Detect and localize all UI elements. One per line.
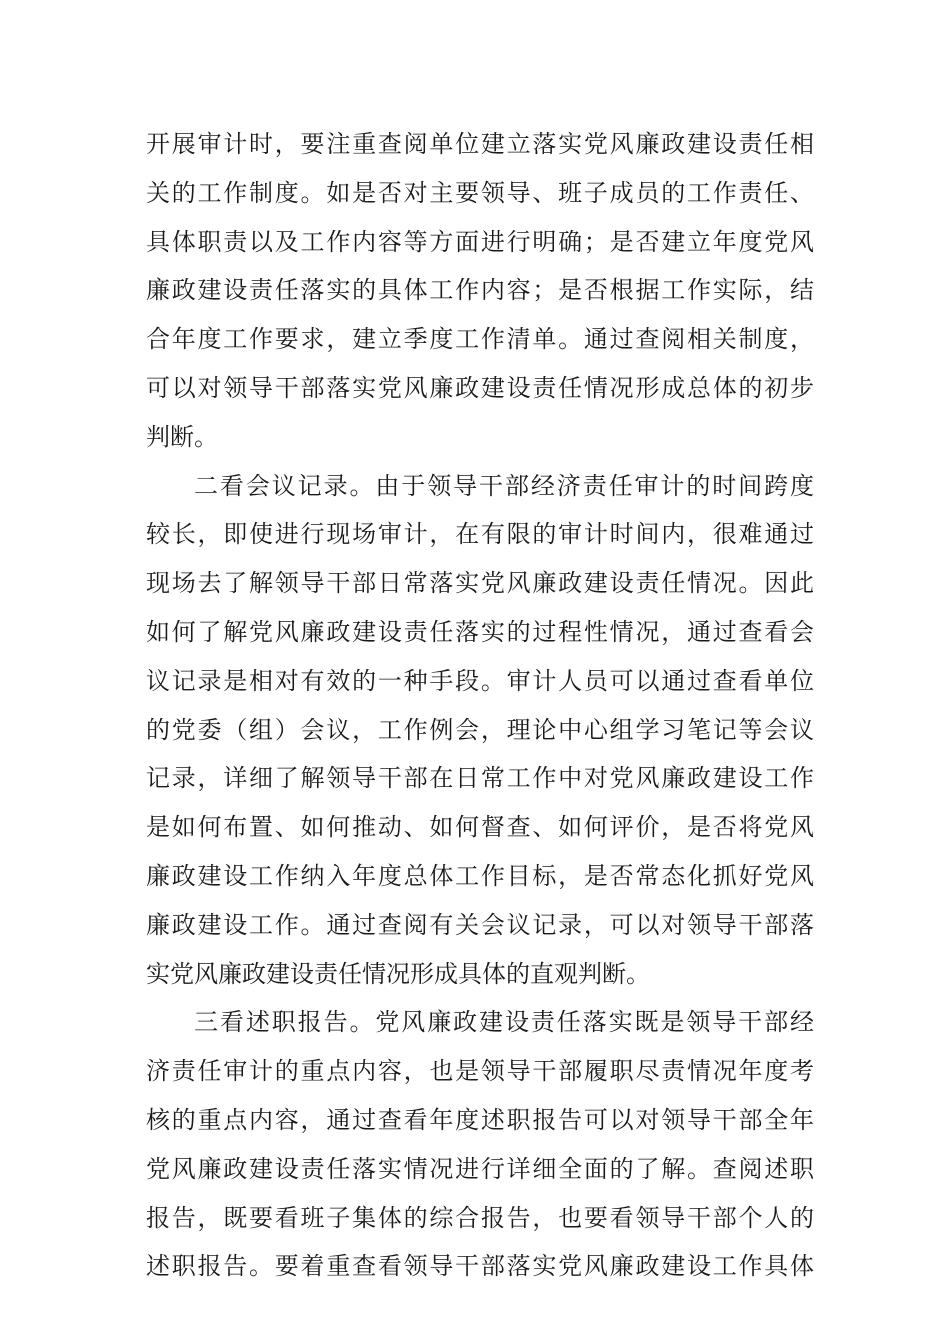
- paragraph-2-line-3: 现场去了解领导干部日常落实党风廉政建设责任情况。因此: [146, 569, 814, 598]
- paragraph-3-line-4: 党风廉政建设责任落实情况进行详细全面的了解。查阅述职: [146, 1154, 814, 1183]
- paragraph-1-line-4: 廉政建设责任落实的具体工作内容；是否根据工作实际，结: [146, 276, 814, 305]
- paragraph-2-line-4: 如何了解党风廉政建设责任落实的过程性情况，通过查看会: [146, 617, 814, 646]
- paragraph-1-line-6: 可以对领导干部落实党风廉政建设责任情况形成总体的初步: [146, 373, 814, 402]
- paragraph-3-line-6: 述职报告。要着重查看领导干部落实党风廉政建设工作具体: [146, 1252, 814, 1281]
- paragraph-1-line-2: 关的工作制度。如是否对主要领导、班子成员的工作责任、: [146, 178, 814, 207]
- paragraph-2-line-5: 议记录是相对有效的一种手段。审计人员可以通过查看单位: [146, 666, 814, 695]
- paragraph-3-line-1: 三看述职报告。党风廉政建设责任落实既是领导干部经: [194, 1008, 814, 1037]
- paragraph-1-line-3: 具体职责以及工作内容等方面进行明确；是否建立年度党风: [146, 227, 814, 256]
- paragraph-3-line-2: 济责任审计的重点内容，也是领导干部履职尽责情况年度考: [146, 1057, 814, 1086]
- paragraph-2-line-6: 的党委（组）会议，工作例会，理论中心组学习笔记等会议: [146, 715, 814, 744]
- paragraph-3-line-3: 核的重点内容，通过查看年度述职报告可以对领导干部全年: [146, 1105, 814, 1134]
- paragraph-2-line-9: 廉政建设工作纳入年度总体工作目标，是否常态化抓好党风: [146, 861, 814, 890]
- paragraph-2-line-11: 实党风廉政建设责任情况形成具体的直观判断。: [146, 959, 650, 988]
- paragraph-2-line-10: 廉政建设工作。通过查阅有关会议记录，可以对领导干部落: [146, 910, 814, 939]
- paragraph-2-line-7: 记录，详细了解领导干部在日常工作中对党风廉政建设工作: [146, 764, 814, 793]
- paragraph-2-line-2: 较长，即使进行现场审计，在有限的审计时间内，很难通过: [146, 520, 814, 549]
- paragraph-1-line-5: 合年度工作要求，建立季度工作清单。通过查阅相关制度，: [146, 325, 814, 354]
- paragraph-1-line-1: 开展审计时，要注重查阅单位建立落实党风廉政建设责任相: [146, 130, 814, 158]
- document-body: [146, 120, 814, 1291]
- paragraph-1-line-7: 判断。: [146, 422, 218, 451]
- paragraph-2-line-1: 二看会议记录。由于领导干部经济责任审计的时间跨度: [194, 471, 814, 500]
- paragraph-3-line-5: 报告，既要看班子集体的综合报告，也要看领导干部个人的: [146, 1203, 814, 1232]
- paragraph-2-line-8: 是如何布置、如何推动、如何督查、如何评价，是否将党风: [146, 813, 814, 842]
